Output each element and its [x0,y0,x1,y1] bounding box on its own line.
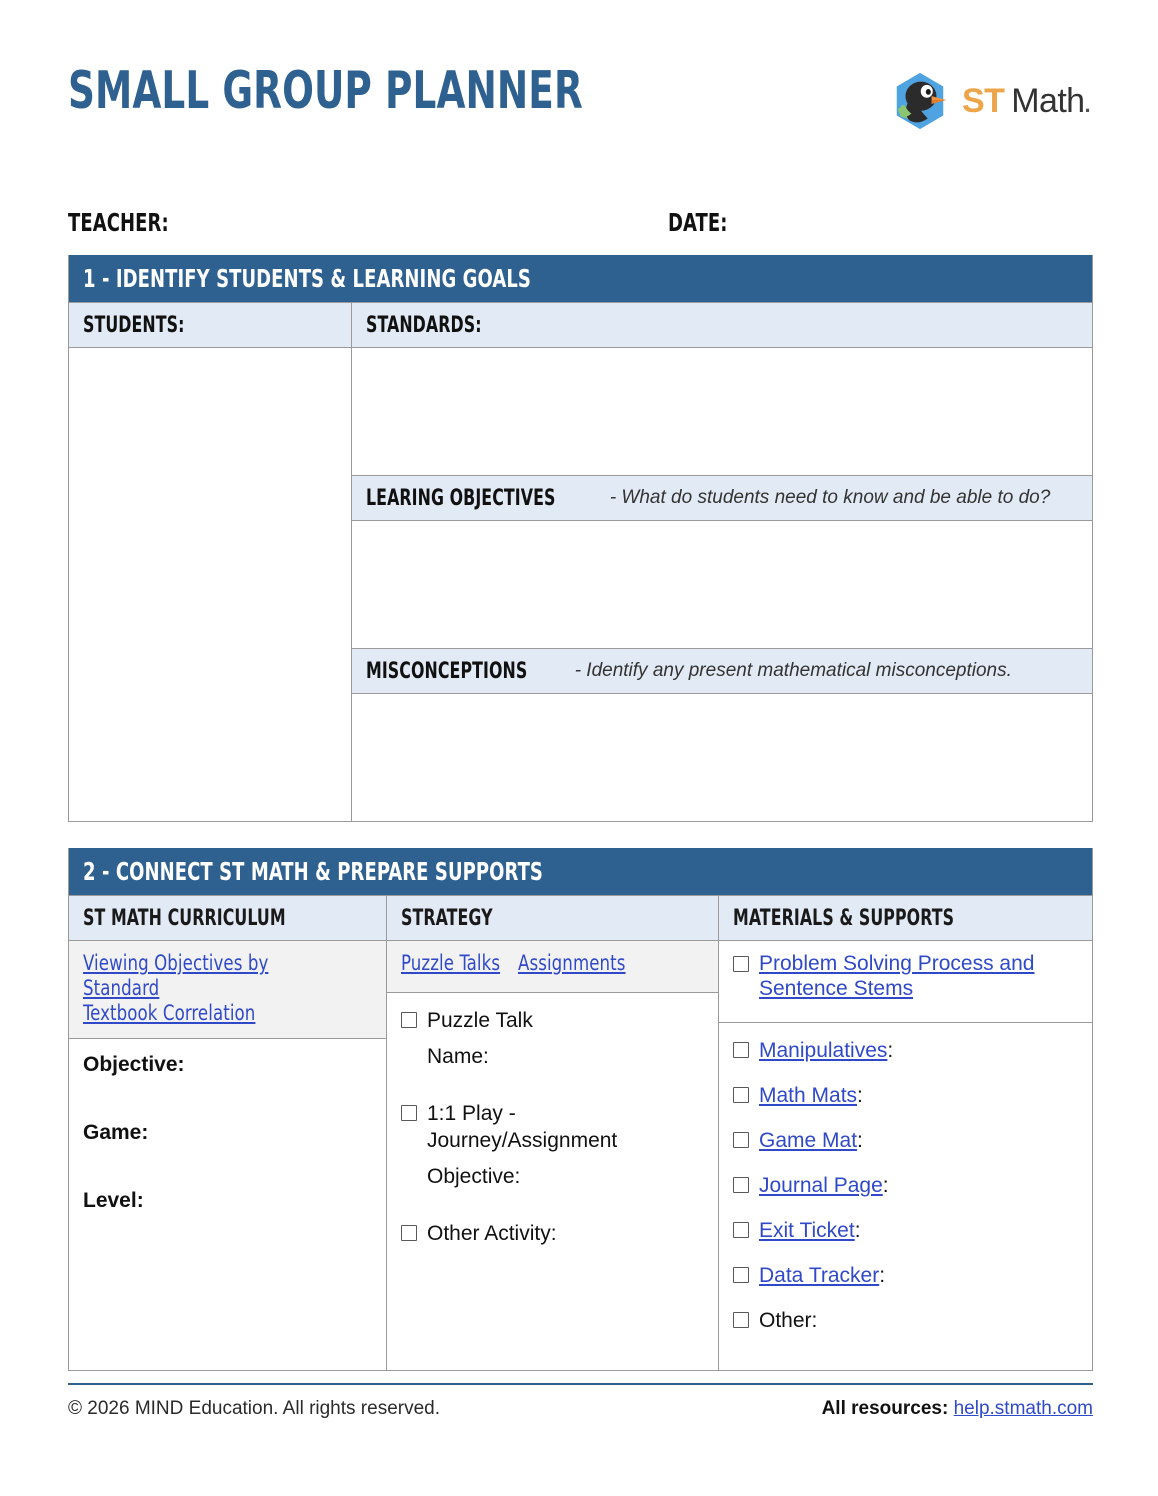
checkbox-icon[interactable] [401,1105,417,1121]
footer-divider [68,1383,1093,1385]
page-title: SMALL GROUP PLANNER [68,61,583,121]
st-math-wordmark [962,82,1090,121]
one-to-one-play-objective-field[interactable]: Objective: [427,1165,521,1188]
checkbox-row-one-to-one-play[interactable] [401,1100,704,1154]
link-math-mats[interactable]: Math Mats [759,1084,858,1107]
checkbox-row-puzzle-talk[interactable] [401,1007,704,1034]
section-2-body [69,895,1092,1370]
section-1-heading: 1 - IDENTIFY STUDENTS & LEARNING GOALS [69,255,1092,302]
learning-objectives-description: - What do students need to know and be able to do? [609,487,1051,508]
page-header [68,62,1093,136]
standards-header: STANDARDS: [352,303,1092,348]
strategy-links-cell [387,941,718,993]
logo-st-text: ST [962,81,1005,120]
page-footer [68,1398,1093,1420]
students-input-area[interactable] [69,348,351,821]
resources-label: All resources: [821,1398,949,1419]
date-label: DATE: [668,208,728,237]
materials-list [719,1023,1092,1370]
curriculum-fields [69,1039,386,1369]
checkbox-label-one-to-one-play: 1:1 Play - Journey/Assignment [427,1102,618,1152]
meta-row [68,208,1093,238]
students-header: STUDENTS: [69,303,351,348]
materials-header-item-cell [719,941,1092,1023]
journal-page-colon: : [882,1174,889,1197]
misconceptions-header: MISCONCEPTIONS - Identify any present mathematical misconceptions. [352,649,1092,694]
manipulatives-colon: : [887,1039,894,1062]
checkbox-label-puzzle-talk: Puzzle Talk [427,1009,533,1032]
puzzle-talk-name-field[interactable]: Name: [427,1045,489,1068]
checkbox-icon[interactable] [733,1267,749,1283]
copyright-text: © 2026 MIND Education. All rights reserved. [68,1398,441,1419]
curriculum-objective-label[interactable]: Objective: [83,1053,185,1076]
learning-objectives-header: LEARING OBJECTIVES - What do students need to know and be able to do? [352,476,1092,521]
curriculum-level-label[interactable]: Level: [83,1189,144,1212]
checkbox-row-other-activity[interactable] [401,1220,704,1247]
checkbox-icon[interactable] [733,1042,749,1058]
curriculum-game-label[interactable]: Game: [83,1121,149,1144]
checkbox-row-journal-page[interactable] [733,1172,1078,1199]
checkbox-row-math-mats[interactable] [733,1082,1078,1109]
goals-column [352,303,1092,821]
section-1 [68,255,1093,822]
teacher-field[interactable] [68,208,668,238]
exit-ticket-colon: : [854,1219,861,1242]
standards-input-area[interactable] [352,348,1092,476]
materials-column-header: MATERIALS & SUPPORTS [719,896,1092,941]
strategy-column [387,896,719,1370]
math-mats-colon: : [857,1084,863,1107]
link-help-stmath-com[interactable]: help.stmath.com [953,1398,1093,1419]
materials-column [719,896,1092,1370]
checkbox-row-manipulatives[interactable] [733,1037,1078,1064]
checkbox-row-data-tracker[interactable] [733,1262,1078,1289]
curriculum-column-header: ST MATH CURRICULUM [69,896,386,941]
checkbox-icon[interactable] [733,1177,749,1193]
checkbox-icon[interactable] [733,1132,749,1148]
link-problem-solving-process-and-sentence-stems[interactable]: Problem Solving Process and Sentence Stems [759,952,1035,1000]
section-2-heading: 2 - CONNECT ST MATH & PREPARE SUPPORTS [69,848,1092,895]
data-tracker-colon: : [879,1264,886,1287]
link-data-tracker[interactable]: Data Tracker [759,1264,880,1287]
link-textbook-correlation[interactable]: Textbook Correlation [83,1001,256,1025]
checkbox-icon[interactable] [733,956,749,972]
strategy-column-header: STRATEGY [387,896,718,941]
checkbox-icon[interactable] [733,1087,749,1103]
link-assignments[interactable]: Assignments [518,951,626,975]
checkbox-row-exit-ticket[interactable] [733,1217,1078,1244]
strategy-options [387,993,718,1323]
curriculum-column [69,896,387,1370]
resources-block [822,1398,1093,1420]
students-column [69,303,352,821]
st-math-logo [889,70,1090,132]
logo-math-text: Math [1011,81,1085,120]
section-2 [68,848,1093,1371]
checkbox-icon[interactable] [401,1012,417,1028]
logo-trademark: . [1084,91,1090,117]
checkbox-label-other-activity: Other Activity: [427,1222,557,1245]
misconceptions-description: - Identify any present mathematical misconceptions. [574,660,1012,681]
checkbox-label-other: Other: [759,1309,818,1332]
jiji-penguin-hexagon-icon [889,70,951,132]
link-game-mat[interactable]: Game Mat [759,1129,858,1152]
teacher-label: TEACHER: [68,208,169,237]
checkbox-icon[interactable] [401,1225,417,1241]
checkbox-icon[interactable] [733,1312,749,1328]
date-field[interactable] [668,208,742,238]
link-puzzle-talks[interactable]: Puzzle Talks [401,951,501,975]
checkbox-row-other[interactable] [733,1307,1078,1334]
checkbox-row-problem-solving-process[interactable] [733,951,1078,1001]
learning-objectives-input-area[interactable] [352,521,1092,649]
misconceptions-input-area[interactable] [352,694,1092,821]
section-1-body [69,302,1092,821]
link-journal-page[interactable]: Journal Page [759,1174,883,1197]
curriculum-links-cell [69,941,386,1039]
link-manipulatives[interactable]: Manipulatives [759,1039,888,1062]
game-mat-colon: : [857,1129,863,1152]
checkbox-row-game-mat[interactable] [733,1127,1078,1154]
checkbox-icon[interactable] [733,1222,749,1238]
link-viewing-objectives-by-standard[interactable]: Viewing Objectives by Standard [83,951,269,1000]
link-exit-ticket[interactable]: Exit Ticket [759,1219,855,1242]
